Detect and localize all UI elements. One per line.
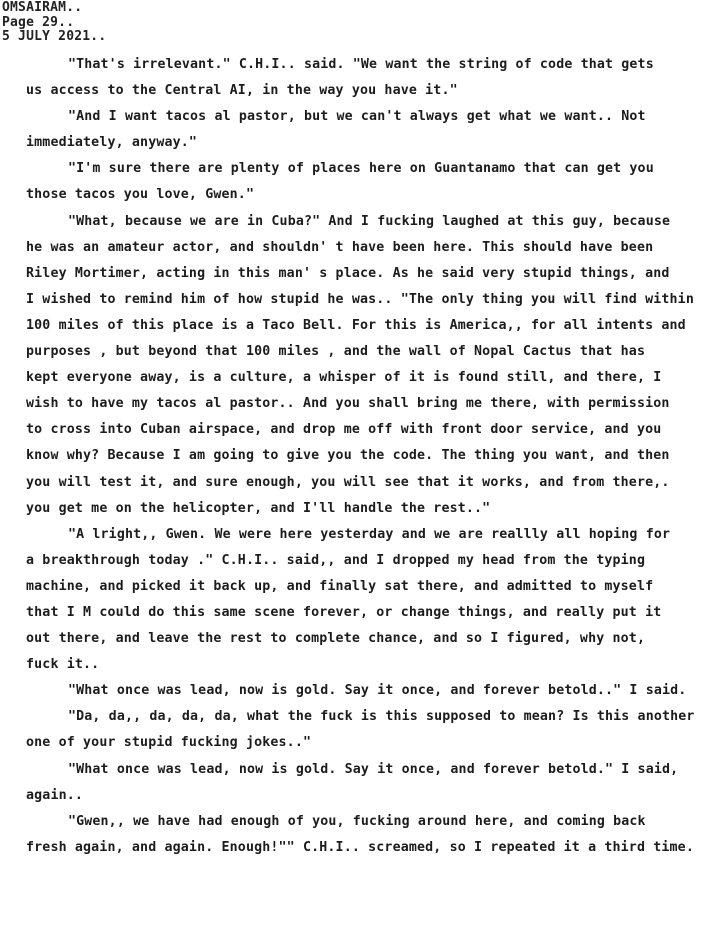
text-line: "That's irrelevant." C.H.I.. said. "We want the string of code that gets [68,57,654,72]
text-line: kept everyone away, is a culture, a whisper of it is found still, and there, I [26,370,662,386]
text-line: you get me on the helicopter, and I'll handle the rest.." [26,500,491,516]
text-line: know why? Because I am going to give you the code. The thing you want, and then [26,448,670,464]
text-line: I wished to remind him of how stupid he was.. "The only thing you will find within [26,291,694,307]
text-line: fresh again, and again. Enough!"" C.H.I.. screamed, so I repeated it a third time. [26,839,694,855]
text-line: fuck it.. [26,657,100,673]
text-line: "What once was lead, now is gold. Say it once, and forever betold." I said, [68,761,679,777]
text-line: purposes , but beyond that 100 miles , and the wall of Nopal Cactus that has [26,344,646,360]
text-line: 100 miles of this place is a Taco Bell. For this is America,, for all intents and [26,317,686,333]
text-line: those tacos you love, Gwen." [26,187,255,203]
text-line: "Gwen,, we have had enough of you, fucking around here, and coming back [68,813,646,829]
page-header [2,1,106,45]
text-line: that I M could do this same scene forever, or change things, and really put it [26,604,662,620]
text-line: a breakthrough today ." C.H.I.. said,, and I dropped my head from the typing [26,552,646,568]
text-line: "What once was lead, now is gold. Say it once, and forever betold.." I said. [68,683,687,699]
text-line: machine, and picked it back up, and finally sat there, and admitted to myself [26,578,654,594]
manuscript-body [26,52,722,861]
text-line: "I'm sure there are plenty of places here on Guantanamo that can get you [68,161,654,177]
text-line: to cross into Cuban airspace, and drop me off with front door service, and you [26,422,662,438]
text-line: again.. [26,787,84,803]
text-line: "Da, da,, da, da, da, what the fuck is this supposed to mean? Is this another [68,709,695,725]
page-date: 5 JULY 2021.. [2,29,107,44]
text-line: "What, because we are in Cuba?" And I fucking laughed at this guy, because [68,213,671,229]
text-line: out there, and leave the rest to complete chance, and so I figured, why not, [26,631,646,647]
text-line: "And I want tacos al pastor, but we can't always get what we want.. Not [68,109,646,125]
author-name: OMSAIRAM.. [2,0,83,15]
text-line: you will test it, and sure enough, you will see that it works, and from there,. [26,474,670,490]
text-line: us access to the Central AI, in the way you have it." [26,83,458,99]
text-line: wish to have my tacos al pastor.. And you shall bring me there, with permission [26,396,670,412]
text-line: he was an amateur actor, and shouldn' t have been here. This should have been [26,239,654,255]
page-number: Page 29.. [2,14,75,30]
text-line: one of your stupid fucking jokes.." [26,735,312,751]
text-line: "A lright,, Gwen. We were here yesterday and we are reallly all hoping for [68,526,671,542]
text-line: Riley Mortimer, acting in this man' s place. As he said very stupid things, and [26,265,670,281]
text-line: immediately, anyway." [26,135,198,151]
